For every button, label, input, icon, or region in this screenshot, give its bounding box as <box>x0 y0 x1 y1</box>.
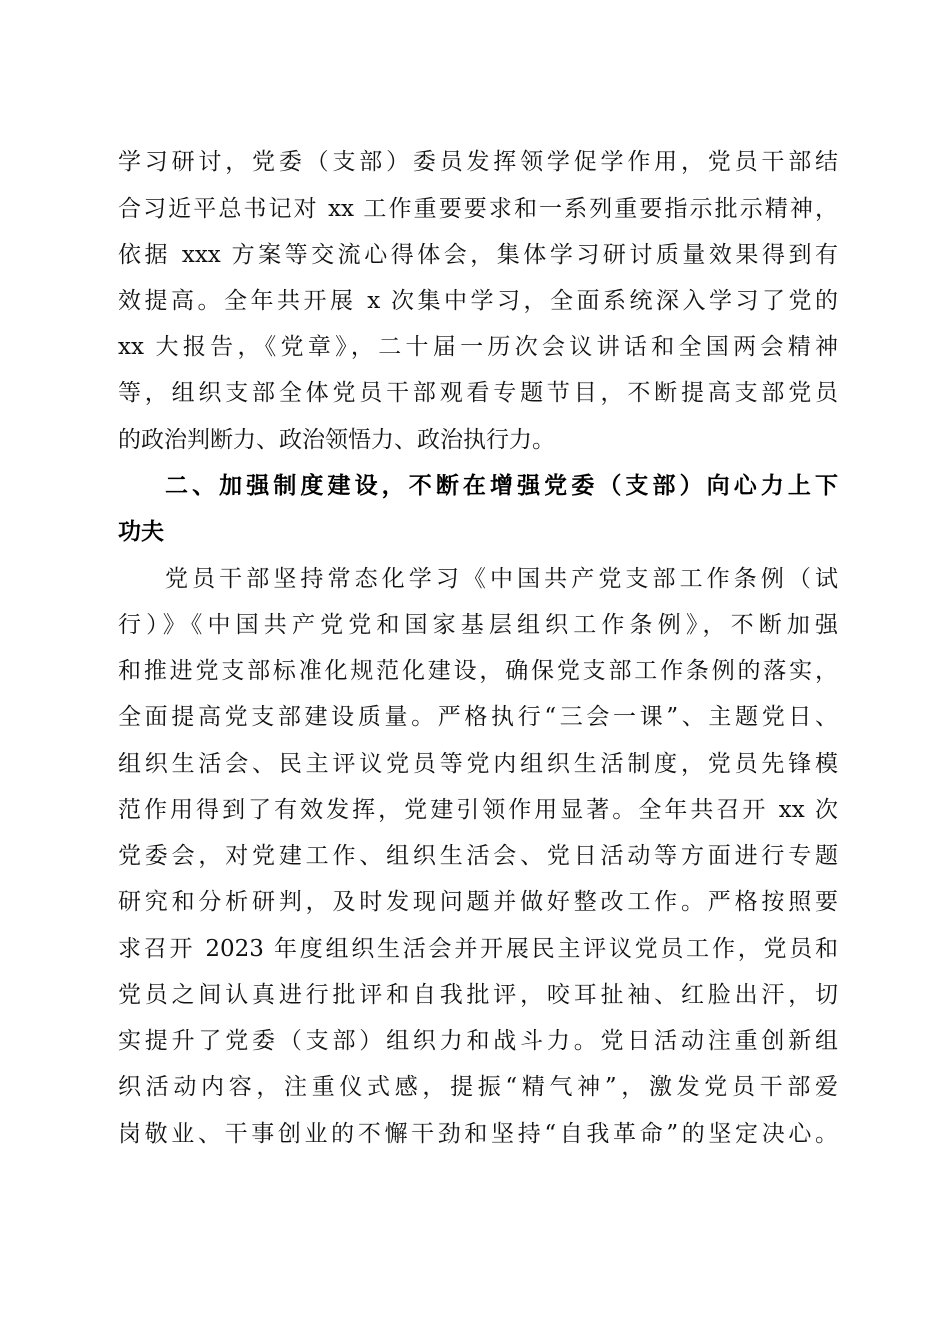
text-line: 全面提高党支部建设质量。严格执行“三会一课”、主题党日、 <box>118 704 838 730</box>
text-line: 岗敬业、干事创业的不懈干劲和坚持“自我革命”的坚定决心。 <box>118 1121 838 1147</box>
text-line: 行）》《中国共产党党和国家基层组织工作条例》，不断加强 <box>118 612 838 638</box>
text-line: xx 大报告，《党章》，二十届一历次会议讲话和全国两会精神 <box>118 334 838 360</box>
text-line: 党委会，对党建工作、组织生活会、党日活动等方面进行专题 <box>118 843 838 869</box>
text-line: 效提高。全年共开展 x 次集中学习，全面系统深入学习了党的 <box>118 288 838 314</box>
text-line: 研究和分析研判，及时发现问题并做好整改工作。严格按照要 <box>118 889 838 915</box>
text-line: 党员之间认真进行批评和自我批评，咬耳扯袖、红脸出汗，切 <box>118 982 838 1008</box>
heading-line: 二、加强制度建设，不断在增强党委（支部）向心力上下 <box>165 473 838 499</box>
text-line: 依据 xxx 方案等交流心得体会，集体学习研讨质量效果得到有 <box>118 242 838 268</box>
text-line: 组织生活会、民主评议党员等党内组织生活制度，党员先锋模 <box>118 751 838 777</box>
text-line: 党员干部坚持常态化学习《中国共产党支部工作条例（试 <box>165 566 838 592</box>
text-line: 范作用得到了有效发挥，党建引领作用显著。全年共召开 xx 次 <box>118 797 838 823</box>
text-line: 合习近平总书记对 xx 工作重要要求和一系列重要指示批示精神， <box>118 196 838 222</box>
text-line: 实提升了党委（支部）组织力和战斗力。党日活动注重创新组 <box>118 1028 838 1054</box>
text-line: 织活动内容，注重仪式感，提振“精气神”，激发党员干部爱 <box>118 1074 838 1100</box>
text-line: 和推进党支部标准化规范化建设，确保党支部工作条例的落实， <box>118 658 838 684</box>
text-line: 的政治判断力、政治领悟力、政治执行力。 <box>118 427 555 453</box>
text-line: 等，组织支部全体党员干部观看专题节目，不断提高支部党员 <box>118 380 838 406</box>
text-line: 求召开 2023 年度组织生活会并开展民主评议党员工作，党员和 <box>118 936 838 962</box>
heading-line: 功夫 <box>118 519 164 545</box>
text-line: 学习研讨，党委（支部）委员发挥领学促学作用，党员干部结 <box>118 149 838 175</box>
